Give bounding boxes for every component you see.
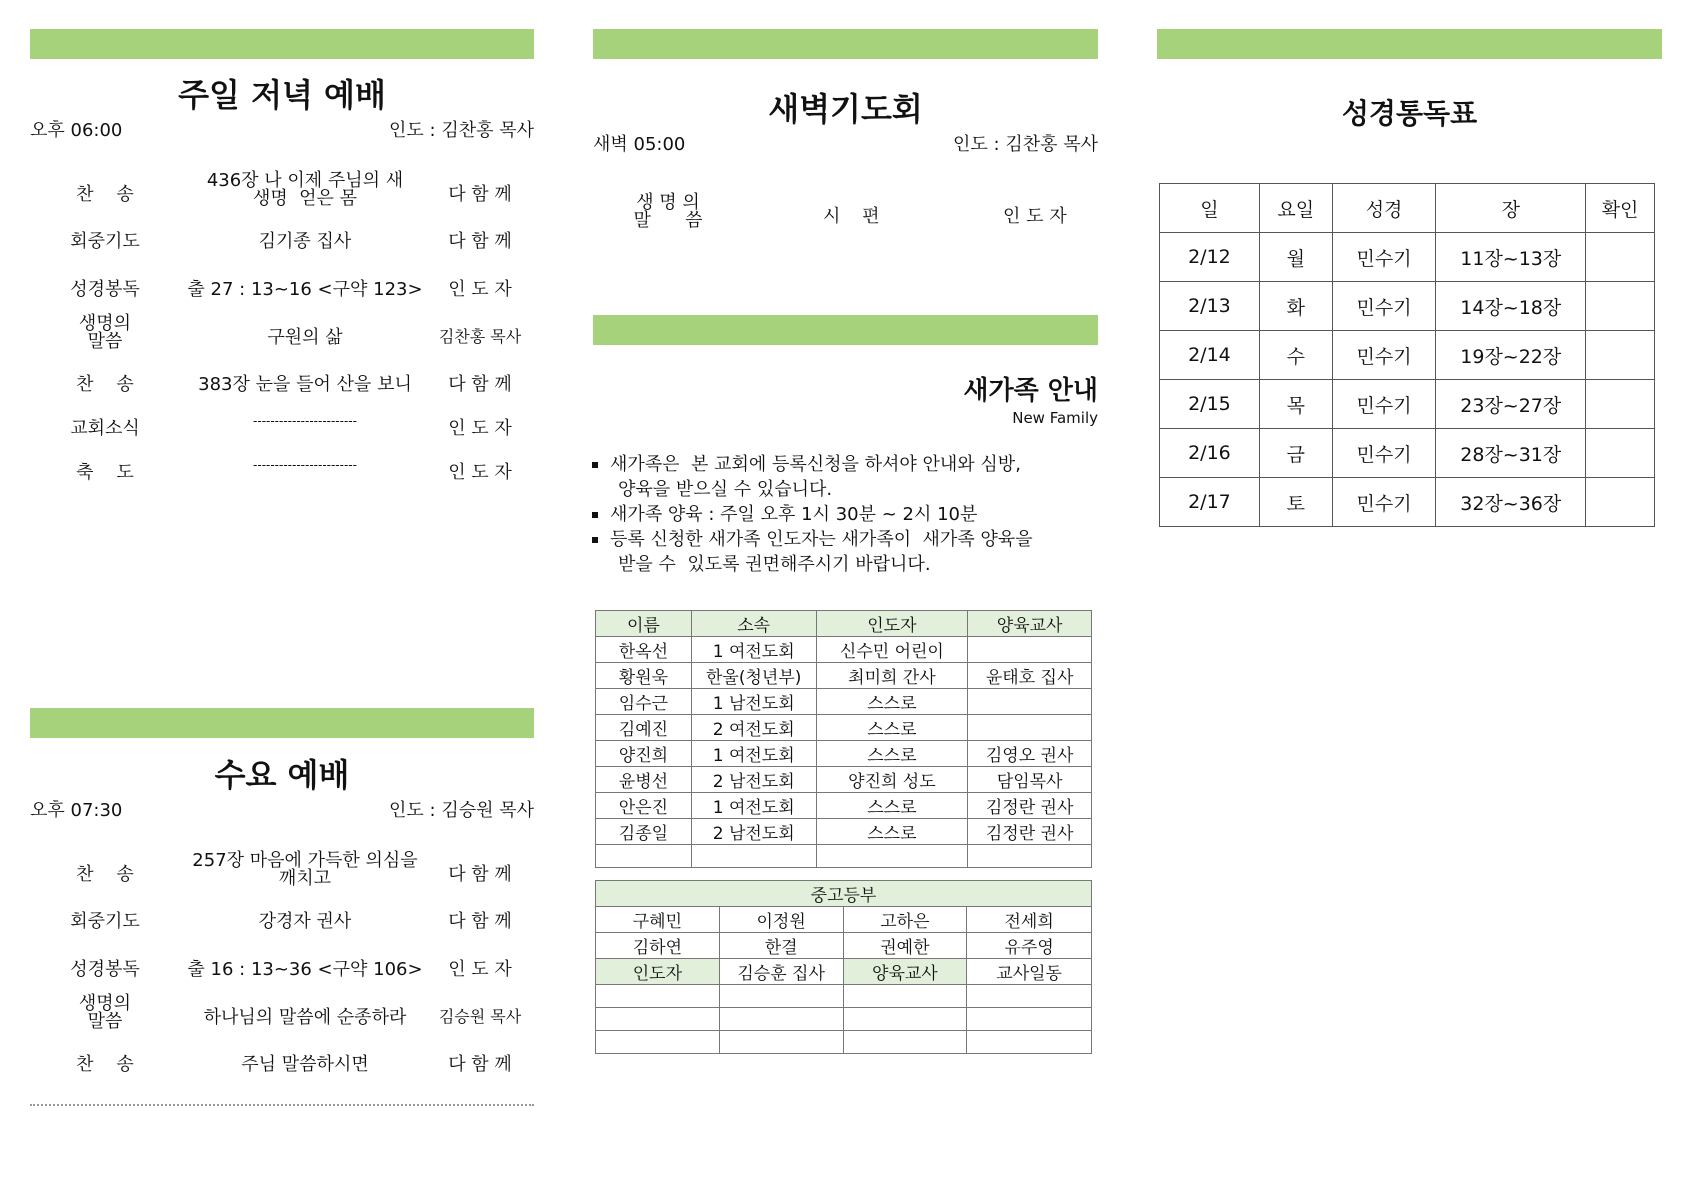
order-row	[30, 850, 534, 889]
section-bar-sunday	[30, 29, 534, 59]
order-item: 교회소식	[70, 418, 140, 439]
table-cell: 김예진	[596, 715, 692, 741]
youth-title: 중고등부	[596, 881, 1092, 907]
order-item: 찬 송	[76, 1054, 134, 1075]
table-cell: 2/14	[1160, 331, 1260, 380]
wednesday-title: 수요 예배	[214, 756, 350, 794]
column-header: 장	[1436, 184, 1586, 233]
table-row	[596, 985, 1092, 1008]
bullet-icon	[592, 462, 598, 468]
table-cell: 민수기	[1332, 331, 1436, 380]
order-row	[30, 313, 534, 352]
order-item: 회중기도	[70, 231, 140, 252]
table-row	[1160, 429, 1655, 478]
table-cell: 한결	[719, 933, 843, 959]
table-cell: 담임목사	[968, 767, 1092, 793]
table-cell	[691, 845, 816, 868]
order-content: ------------------------	[253, 458, 357, 472]
table-cell: 목	[1259, 380, 1332, 429]
table-cell: 한울(청년부)	[691, 663, 816, 689]
order-content: 257장 마음에 가득한 의심을 깨치고	[192, 850, 418, 889]
table-cell: 수	[1259, 331, 1332, 380]
table-cell: 1 여전도회	[691, 793, 816, 819]
table-cell: 양진희	[596, 741, 692, 767]
table-row	[596, 715, 1092, 741]
check-cell	[1586, 380, 1655, 429]
table-cell: 김종일	[596, 819, 692, 845]
order-row	[30, 1050, 534, 1084]
table-cell: 교사일동	[967, 959, 1092, 985]
order-content: 436장 나 이제 주님의 새 생명 얻은 몸	[206, 170, 404, 209]
table-row	[596, 767, 1092, 793]
order-who: 인 도 자	[448, 279, 512, 300]
table-cell: 이정원	[719, 907, 843, 933]
order-content: 시 편	[823, 206, 888, 227]
table-cell: 최미희 간사	[816, 663, 968, 689]
order-who: 다 함 께	[448, 184, 512, 205]
check-cell	[1586, 331, 1655, 380]
table-cell: 28장~31장	[1436, 429, 1586, 478]
table-cell: 김승훈 집사	[719, 959, 843, 985]
order-who: 인 도 자	[448, 462, 512, 483]
newfamily-subtitle: New Family	[1012, 409, 1098, 427]
table-cell	[596, 845, 692, 868]
bullet-icon	[592, 512, 598, 518]
check-cell	[1586, 429, 1655, 478]
order-who: 다 함 께	[448, 374, 512, 395]
order-row	[30, 370, 534, 404]
table-cell: 민수기	[1332, 233, 1436, 282]
order-row	[30, 170, 534, 209]
table-row	[596, 741, 1092, 767]
table-cell: 민수기	[1332, 478, 1436, 527]
newfamily-bullet: 새가족 양육 : 주일 오후 1시 30분 ~ 2시 10분	[592, 502, 977, 527]
order-who: 다 함 께	[448, 864, 512, 885]
dawn-leader: 인도 : 김찬홍 목사	[953, 134, 1098, 155]
bible-reading-table	[1159, 183, 1655, 527]
column-header: 인도자	[816, 611, 968, 637]
table-cell: 민수기	[1332, 282, 1436, 331]
check-cell	[1586, 282, 1655, 331]
table-row	[1160, 282, 1655, 331]
table-cell: 1 여전도회	[691, 741, 816, 767]
table-cell: 2/15	[1160, 380, 1260, 429]
order-item: 찬 송	[76, 864, 134, 885]
table-cell: 2/16	[1160, 429, 1260, 478]
order-item: 생명의 말씀	[78, 313, 132, 352]
table-row	[596, 637, 1092, 663]
table-cell: 민수기	[1332, 380, 1436, 429]
table-cell: 2/12	[1160, 233, 1260, 282]
order-row	[30, 275, 534, 309]
order-who: 다 함 께	[448, 911, 512, 932]
section-bar-bible	[1157, 29, 1662, 59]
wednesday-leader: 인도 : 김승원 목사	[389, 800, 534, 821]
table-cell: 윤태호 집사	[968, 663, 1092, 689]
newfamily-table	[595, 610, 1092, 868]
order-content: 출 16 : 13~36 <구약 106>	[187, 959, 423, 980]
table-cell: 19장~22장	[1436, 331, 1586, 380]
table-row	[596, 907, 1092, 933]
newfamily-bullet: 새가족은 본 교회에 등록신청을 하셔야 안내와 심방, 양육을 받으실 수 있습니다.	[592, 452, 1021, 502]
table-cell: 2 남전도회	[691, 767, 816, 793]
table-cell: 신수민 어린이	[816, 637, 968, 663]
order-content: 하나님의 말씀에 순종하라	[203, 1007, 407, 1028]
table-cell: 스스로	[816, 819, 968, 845]
wednesday-time: 오후 07:30	[30, 800, 123, 821]
sunday-leader: 인도 : 김찬홍 목사	[389, 120, 534, 141]
order-item: 생 명 의 말 씀	[633, 192, 703, 231]
table-label-cell: 인도자	[596, 959, 720, 985]
table-cell: 32장~36장	[1436, 478, 1586, 527]
order-item: 성경봉독	[70, 279, 140, 300]
table-label-cell: 양육교사	[843, 959, 967, 985]
table-row	[596, 959, 1092, 985]
table-cell: 스스로	[816, 715, 968, 741]
table-cell: 윤병선	[596, 767, 692, 793]
table-cell: 2 남전도회	[691, 819, 816, 845]
column-header: 확인	[1586, 184, 1655, 233]
table-cell	[816, 845, 968, 868]
table-cell: 월	[1259, 233, 1332, 282]
table-cell: 14장~18장	[1436, 282, 1586, 331]
dawn-order-row	[593, 192, 1098, 231]
table-row	[596, 1008, 1092, 1031]
sunday-time: 오후 06:00	[30, 120, 123, 141]
table-cell: 유주영	[967, 933, 1092, 959]
table-row	[1160, 331, 1655, 380]
order-who: 인 도 자	[1003, 206, 1067, 227]
table-row	[596, 793, 1092, 819]
table-cell: 권예한	[843, 933, 967, 959]
check-cell	[1586, 233, 1655, 282]
order-who: 인 도 자	[448, 959, 512, 980]
order-item: 찬 송	[76, 184, 134, 205]
order-content: 383장 눈을 들어 산을 보니	[198, 374, 412, 395]
youth-title-row	[596, 881, 1092, 907]
table-row	[596, 1031, 1092, 1054]
table-cell: 구혜민	[596, 907, 720, 933]
bullet-icon	[592, 537, 598, 543]
table-cell: 토	[1259, 478, 1332, 527]
table-row	[1160, 233, 1655, 282]
order-who: 김찬홍 목사	[438, 327, 522, 346]
table-cell: 민수기	[1332, 429, 1436, 478]
order-row	[30, 955, 534, 989]
table-cell	[968, 689, 1092, 715]
table-cell: 2/17	[1160, 478, 1260, 527]
order-item: 찬 송	[76, 374, 134, 395]
table-cell: 스스로	[816, 741, 968, 767]
table-cell: 안은진	[596, 793, 692, 819]
table-cell: 고하은	[843, 907, 967, 933]
table-cell: 23장~27장	[1436, 380, 1586, 429]
column-header: 요일	[1259, 184, 1332, 233]
column-header: 이름	[596, 611, 692, 637]
section-bar-newfamily	[593, 315, 1098, 345]
bible-title: 성경통독표	[1341, 97, 1478, 130]
table-cell: 김정란 권사	[968, 793, 1092, 819]
table-cell: 양진희 성도	[816, 767, 968, 793]
table-row	[1160, 478, 1655, 527]
table-cell: 11장~13장	[1436, 233, 1586, 282]
dawn-title: 새벽기도회	[768, 90, 923, 128]
order-content: 구원의 삶	[267, 327, 343, 348]
order-content: 김기종 집사	[258, 231, 352, 252]
table-cell: 화	[1259, 282, 1332, 331]
dawn-time: 새벽 05:00	[593, 134, 686, 155]
table-header-row	[1160, 184, 1655, 233]
table-cell: 임수근	[596, 689, 692, 715]
section-bar-dawn	[593, 29, 1098, 59]
table-cell: 2/13	[1160, 282, 1260, 331]
table-cell: 1 남전도회	[691, 689, 816, 715]
order-item: 회중기도	[70, 911, 140, 932]
table-cell: 김하연	[596, 933, 720, 959]
youth-table	[595, 880, 1092, 1054]
order-who: 다 함 께	[448, 1054, 512, 1075]
order-row	[30, 993, 534, 1032]
section-bar-wednesday	[30, 708, 534, 738]
sunday-title: 주일 저녁 예배	[178, 76, 386, 114]
column-header: 일	[1160, 184, 1260, 233]
table-cell: 2 여전도회	[691, 715, 816, 741]
order-content: 주님 말씀하시면	[241, 1054, 369, 1075]
newfamily-bullet: 등록 신청한 새가족 인도자는 새가족이 새가족 양육을 받을 수 있도록 권면해주시기 바랍니다.	[592, 527, 1033, 577]
order-content: ------------------------	[253, 414, 357, 428]
table-row	[596, 689, 1092, 715]
order-row	[30, 227, 534, 261]
order-who: 다 함 께	[448, 231, 512, 252]
table-row	[1160, 380, 1655, 429]
table-header-row	[596, 611, 1092, 637]
table-row	[596, 933, 1092, 959]
table-cell: 황원욱	[596, 663, 692, 689]
table-cell: 금	[1259, 429, 1332, 478]
column-header: 양육교사	[968, 611, 1092, 637]
table-row	[596, 819, 1092, 845]
table-cell: 김영오 권사	[968, 741, 1092, 767]
order-row	[30, 414, 534, 448]
table-row	[596, 663, 1092, 689]
table-cell	[968, 715, 1092, 741]
dotted-divider	[30, 1104, 534, 1106]
order-who: 인 도 자	[448, 418, 512, 439]
table-cell	[968, 637, 1092, 663]
table-cell: 김정란 권사	[968, 819, 1092, 845]
table-cell: 스스로	[816, 689, 968, 715]
order-content: 강경자 권사	[258, 911, 352, 932]
order-content: 출 27 : 13~16 <구약 123>	[187, 279, 423, 300]
order-row	[30, 458, 534, 492]
table-cell: 1 여전도회	[691, 637, 816, 663]
table-row	[596, 845, 1092, 868]
table-cell: 스스로	[816, 793, 968, 819]
order-item: 성경봉독	[70, 959, 140, 980]
column-header: 소속	[691, 611, 816, 637]
table-cell: 전세희	[967, 907, 1092, 933]
table-cell	[968, 845, 1092, 868]
order-row	[30, 907, 534, 941]
order-item: 생명의 말씀	[78, 993, 132, 1032]
order-who: 김승원 목사	[438, 1007, 522, 1026]
table-cell: 한옥선	[596, 637, 692, 663]
order-item: 축 도	[76, 462, 134, 483]
newfamily-title: 새가족 안내	[963, 376, 1098, 406]
check-cell	[1586, 478, 1655, 527]
column-header: 성경	[1332, 184, 1436, 233]
